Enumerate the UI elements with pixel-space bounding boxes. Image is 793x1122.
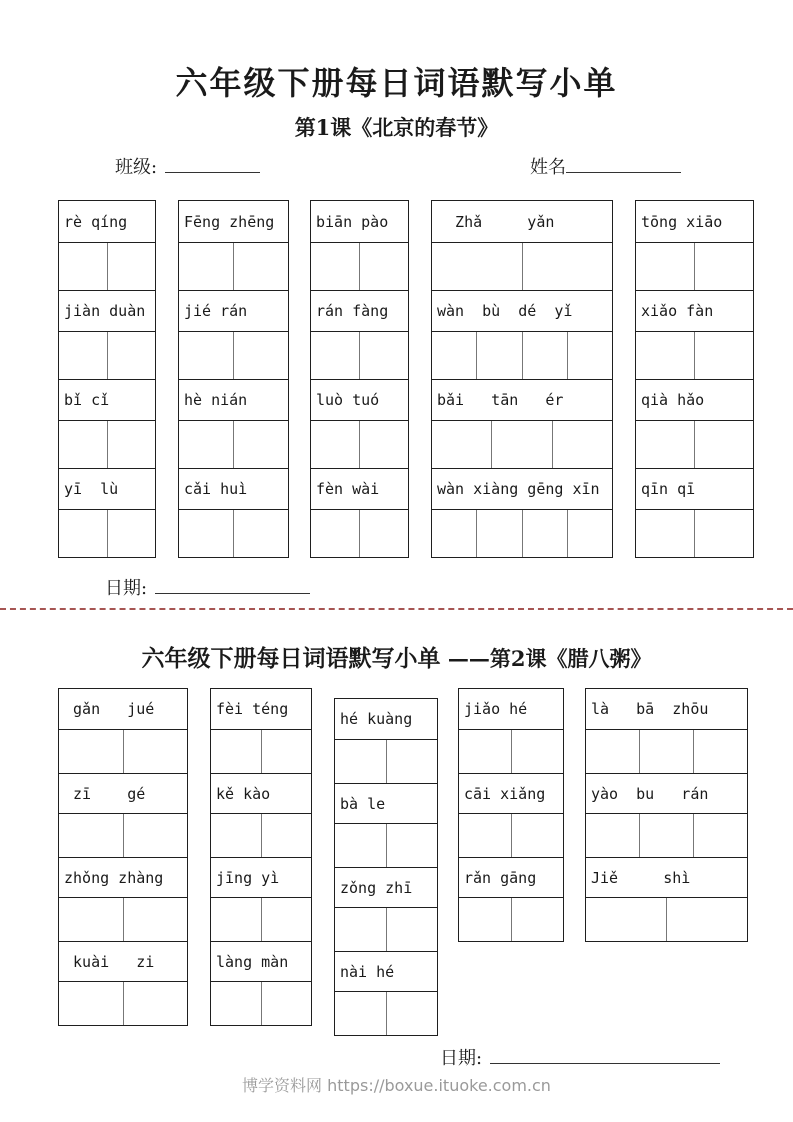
pinyin-word: luò tuó: [311, 379, 408, 421]
answer-row: [459, 814, 563, 857]
answer-row: [459, 730, 563, 773]
answer-row: [311, 510, 408, 557]
answer-cell: [522, 243, 613, 290]
answer-cell: [59, 814, 123, 857]
answer-cell: [311, 243, 359, 290]
answer-row: [211, 814, 311, 857]
pinyin-word: jiǎo hé: [459, 689, 563, 730]
answer-cell: [432, 332, 476, 379]
answer-cell: [59, 421, 107, 468]
word-table-column: [58, 688, 188, 1026]
word-table-column: [58, 200, 156, 558]
answer-cell: [123, 898, 188, 941]
pinyin-word: kě kào: [211, 773, 311, 814]
answer-row: [636, 510, 753, 557]
name-blank-line: [566, 158, 681, 173]
answer-cell: [335, 908, 386, 951]
answer-cell: [636, 243, 694, 290]
answer-cell: [179, 332, 233, 379]
answer-cell: [107, 421, 156, 468]
answer-cell: [639, 814, 693, 857]
answer-row: [586, 898, 747, 941]
word-table-column: [585, 688, 748, 942]
pinyin-word: wàn bù dé yǐ: [432, 290, 612, 332]
answer-cell: [694, 421, 753, 468]
answer-cell: [233, 243, 288, 290]
answer-row: [636, 332, 753, 379]
answer-row: [432, 421, 612, 468]
pinyin-word: qīn qī: [636, 468, 753, 510]
word-table-column: [210, 688, 312, 1026]
answer-row: [179, 243, 288, 290]
answer-cell: [386, 740, 438, 783]
answer-row: [59, 898, 187, 941]
class-field: [115, 153, 260, 179]
answer-cell: [694, 243, 753, 290]
page2-title: [0, 640, 793, 673]
answer-cell: [233, 510, 288, 557]
name-field: [530, 153, 681, 179]
answer-row: [335, 740, 437, 783]
pinyin-word: xiǎo fàn: [636, 290, 753, 332]
answer-cell: [459, 814, 511, 857]
answer-cell: [123, 814, 188, 857]
answer-cell: [261, 730, 312, 773]
word-table-column: [431, 200, 613, 558]
answer-cell: [511, 814, 564, 857]
answer-cell: [359, 510, 408, 557]
page-title: 六年级下册每日词语默写小单: [175, 64, 618, 102]
answer-cell: [459, 898, 511, 941]
answer-cell: [432, 243, 522, 290]
pinyin-word: kuài zi: [59, 941, 187, 982]
answer-cell: [59, 243, 107, 290]
answer-cell: [432, 510, 476, 557]
pinyin-word: bǎi tān ér: [432, 379, 612, 421]
answer-row: [179, 332, 288, 379]
pinyin-word: yào bu rán: [586, 773, 747, 814]
pinyin-word: cǎi huì: [179, 468, 288, 510]
word-table-column: [458, 688, 564, 942]
page2-title-main: 六年级下册每日词语默写小单: [141, 645, 441, 672]
answer-cell: [586, 730, 639, 773]
answer-row: [459, 898, 563, 941]
answer-cell: [311, 510, 359, 557]
answer-cell: [694, 510, 753, 557]
answer-cell: [335, 992, 386, 1035]
answer-row: [586, 814, 747, 857]
pinyin-word: biān pào: [311, 201, 408, 243]
answer-row: [179, 510, 288, 557]
class-label: 班级:: [115, 157, 158, 178]
pinyin-word: nài hé: [335, 951, 437, 992]
answer-row: [636, 421, 753, 468]
answer-cell: [511, 898, 564, 941]
answer-cell: [59, 898, 123, 941]
answer-row: [335, 908, 437, 951]
answer-cell: [636, 510, 694, 557]
answer-cell: [179, 243, 233, 290]
answer-row: [335, 992, 437, 1035]
answer-cell: [335, 740, 386, 783]
answer-cell: [636, 332, 694, 379]
pinyin-word: fèi téng: [211, 689, 311, 730]
pinyin-word: gǎn jué: [59, 689, 187, 730]
word-table-column: [178, 200, 289, 558]
pinyin-word: bà le: [335, 783, 437, 824]
answer-cell: [511, 730, 564, 773]
answer-cell: [311, 421, 359, 468]
answer-cell: [233, 421, 288, 468]
answer-cell: [636, 421, 694, 468]
page2-title-suffix: ——第2课《腊八粥》: [440, 646, 652, 671]
date-label: 日期:: [440, 1048, 483, 1069]
date-blank-line: [155, 579, 310, 594]
answer-row: [432, 510, 612, 557]
answer-row: [311, 243, 408, 290]
pinyin-word: jīng yì: [211, 857, 311, 898]
answer-row: [59, 982, 187, 1025]
date-label: 日期:: [105, 578, 148, 599]
answer-cell: [522, 332, 567, 379]
answer-row: [211, 982, 311, 1025]
answer-row: [335, 824, 437, 867]
pinyin-word: là bā zhōu: [586, 689, 747, 730]
answer-cell: [586, 814, 639, 857]
pinyin-word: làng màn: [211, 941, 311, 982]
answer-cell: [476, 510, 521, 557]
pinyin-word: cāi xiǎng: [459, 773, 563, 814]
answer-cell: [386, 992, 438, 1035]
answer-cell: [311, 332, 359, 379]
answer-row: [59, 730, 187, 773]
answer-cell: [261, 814, 312, 857]
pinyin-word: rǎn gāng: [459, 857, 563, 898]
answer-cell: [567, 510, 612, 557]
date-field: [440, 1044, 720, 1070]
pinyin-word: fèn wài: [311, 468, 408, 510]
pinyin-word: rè qíng: [59, 201, 155, 243]
answer-cell: [567, 332, 612, 379]
pinyin-word: bǐ cǐ: [59, 379, 155, 421]
answer-cell: [123, 982, 188, 1025]
date-blank-line: [490, 1049, 720, 1064]
answer-cell: [211, 814, 261, 857]
answer-cell: [359, 243, 408, 290]
answer-cell: [59, 982, 123, 1025]
footer-watermark: 博学资料网 https://boxue.ituoke.com.cn: [242, 1076, 551, 1095]
answer-cell: [59, 730, 123, 773]
answer-cell: [179, 510, 233, 557]
answer-cell: [179, 421, 233, 468]
word-table-column: [635, 200, 754, 558]
answer-row: [311, 332, 408, 379]
dashed-divider: [0, 608, 793, 610]
answer-cell: [693, 730, 747, 773]
pinyin-word: zǒng zhī: [335, 867, 437, 908]
answer-cell: [107, 243, 156, 290]
answer-row: [59, 510, 155, 557]
answer-row: [59, 421, 155, 468]
answer-cell: [386, 824, 438, 867]
answer-cell: [233, 332, 288, 379]
answer-row: [432, 332, 612, 379]
pinyin-word: yī lù: [59, 468, 155, 510]
answer-cell: [491, 421, 551, 468]
answer-cell: [522, 510, 567, 557]
answer-cell: [586, 898, 666, 941]
pinyin-word: hè nián: [179, 379, 288, 421]
answer-cell: [335, 824, 386, 867]
answer-row: [586, 730, 747, 773]
pinyin-word: zī gé: [59, 773, 187, 814]
answer-cell: [261, 982, 312, 1025]
pinyin-word: qià hǎo: [636, 379, 753, 421]
answer-cell: [123, 730, 188, 773]
answer-cell: [261, 898, 312, 941]
lesson-subtitle: 第1课《北京的春节》: [294, 115, 499, 140]
answer-cell: [386, 908, 438, 951]
pinyin-word: tōng xiāo: [636, 201, 753, 243]
pinyin-word: hé kuàng: [335, 699, 437, 740]
answer-cell: [359, 332, 408, 379]
class-blank-line: [165, 158, 260, 173]
answer-cell: [211, 730, 261, 773]
pinyin-word: jié rán: [179, 290, 288, 332]
answer-row: [432, 243, 612, 290]
answer-row: [59, 814, 187, 857]
answer-cell: [107, 332, 156, 379]
answer-cell: [693, 814, 747, 857]
answer-cell: [359, 421, 408, 468]
answer-cell: [639, 730, 693, 773]
pinyin-word: Zhǎ yǎn: [432, 201, 612, 243]
answer-row: [211, 730, 311, 773]
word-table-column: [334, 698, 438, 1036]
answer-cell: [211, 898, 261, 941]
answer-cell: [59, 332, 107, 379]
answer-cell: [459, 730, 511, 773]
date-field: [105, 574, 310, 600]
name-label: 姓名: [530, 157, 566, 178]
answer-row: [636, 243, 753, 290]
pinyin-word: Jiě shì: [586, 857, 747, 898]
answer-cell: [432, 421, 491, 468]
answer-row: [179, 421, 288, 468]
answer-cell: [666, 898, 747, 941]
pinyin-word: Fēng zhēng: [179, 201, 288, 243]
pinyin-word: rán fàng: [311, 290, 408, 332]
answer-row: [59, 243, 155, 290]
answer-cell: [107, 510, 156, 557]
pinyin-word: zhǒng zhàng: [59, 857, 187, 898]
answer-cell: [59, 510, 107, 557]
answer-row: [59, 332, 155, 379]
answer-cell: [211, 982, 261, 1025]
word-table-column: [310, 200, 409, 558]
pinyin-word: jiàn duàn: [59, 290, 155, 332]
answer-cell: [476, 332, 521, 379]
answer-row: [311, 421, 408, 468]
pinyin-word: wàn xiàng gēng xīn: [432, 468, 612, 510]
answer-row: [211, 898, 311, 941]
answer-cell: [694, 332, 753, 379]
answer-cell: [552, 421, 612, 468]
